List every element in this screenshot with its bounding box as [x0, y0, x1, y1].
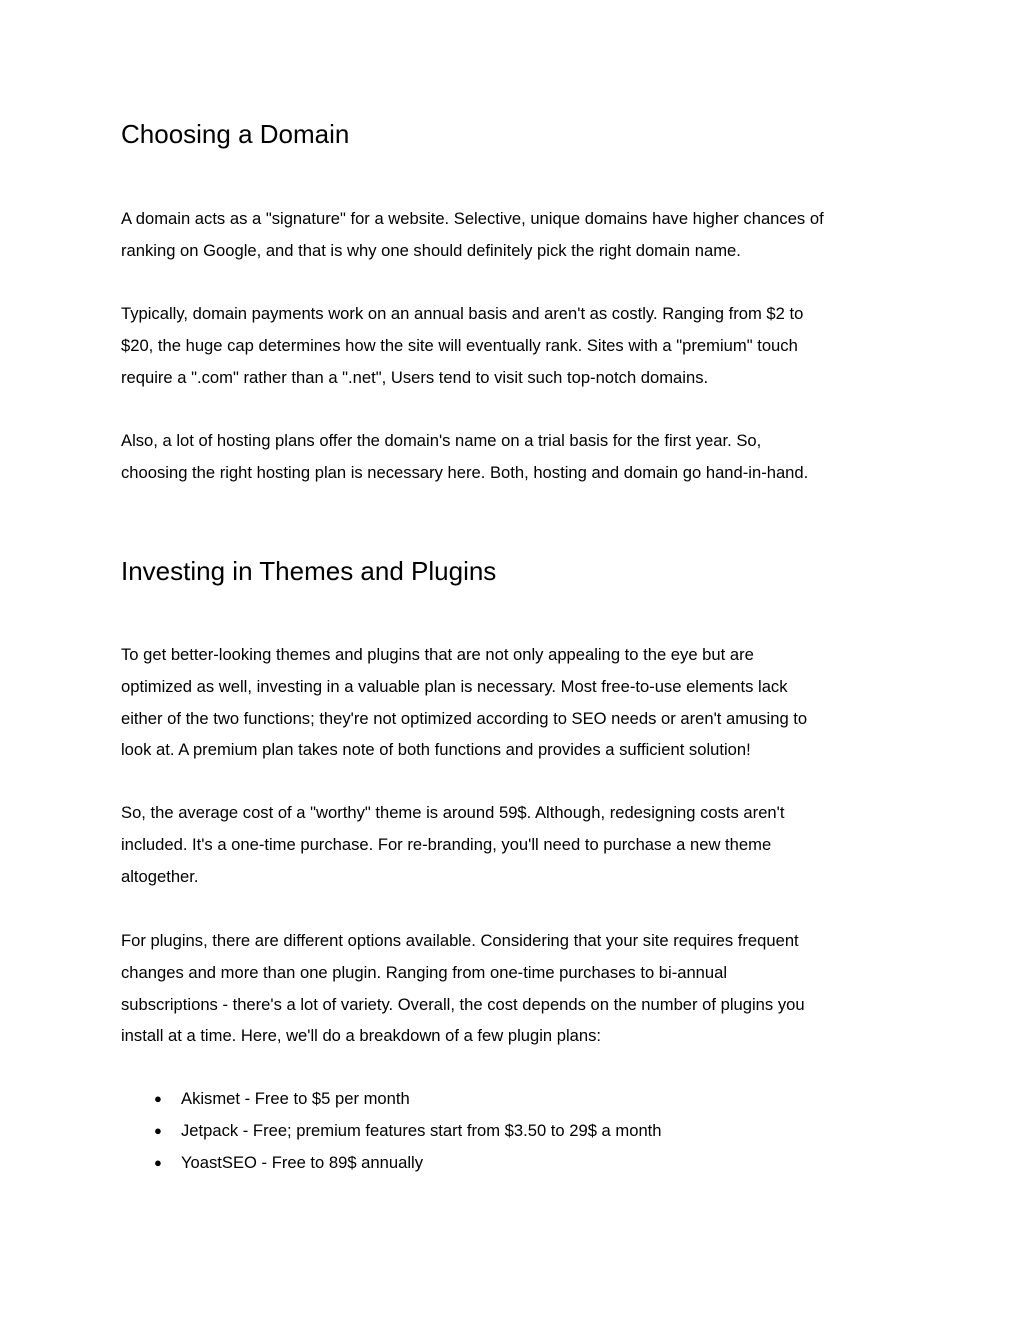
list-item-text: YoastSEO - Free to 89$ annually: [181, 1153, 423, 1172]
paragraph-line: optimized as well, investing in a valuable plan is necessary. Most free-to-use elements lack: [121, 676, 788, 696]
paragraph-line: For plugins, there are different options available. Considering that your site requires frequent: [121, 931, 799, 950]
paragraph-line: To get better-looking themes and plugins that are not only appealing to the eye but are: [121, 645, 754, 664]
paragraph-line: look at. A premium plan takes note of both functions and provides a sufficient solution!: [121, 740, 751, 760]
section-heading-choosing-domain: Choosing a Domain: [121, 119, 350, 149]
paragraph: [121, 203, 921, 267]
paragraph-line: require a ".com" rather than a ".net", Users tend to visit such top-notch domains.: [121, 367, 709, 387]
paragraph: [121, 797, 921, 892]
paragraph: [121, 425, 921, 489]
bullet-icon: ●: [154, 1155, 162, 1170]
paragraph-line: changes and more than one plugin. Ranging from one-time purchases to bi-annual: [121, 962, 728, 982]
paragraph: [121, 639, 921, 766]
paragraph-line: So, the average cost of a "worthy" theme is around 59$. Although, redesigning costs aren't: [121, 803, 785, 822]
list-item-text: Jetpack - Free; premium features start from $3.50 to 29$ a month: [181, 1121, 662, 1140]
list-item-text: Akismet - Free to $5 per month: [181, 1089, 410, 1108]
bullet-icon: ●: [154, 1123, 162, 1138]
paragraph-line: either of the two functions; they're not optimized according to SEO needs or aren't amusing to: [121, 708, 808, 728]
paragraph-line: $20, the huge cap determines how the site will eventually rank. Sites with a "premium" touch: [121, 335, 798, 355]
bullet-icon: ●: [154, 1091, 162, 1106]
section-heading-themes-plugins: Investing in Themes and Plugins: [121, 556, 497, 586]
paragraph-line: altogether.: [121, 866, 199, 886]
paragraph-line: Also, a lot of hosting plans offer the domain's name on a trial basis for the first year. So,: [121, 431, 762, 450]
paragraph: [121, 925, 921, 1052]
paragraph-line: choosing the right hosting plan is necessary here. Both, hosting and domain go hand-in-hand.: [121, 462, 809, 482]
paragraph-line: subscriptions - there's a lot of variety. Overall, the cost depends on the number of plugins you: [121, 994, 805, 1014]
paragraph: [121, 298, 921, 393]
paragraph-line: Typically, domain payments work on an annual basis and aren't as costly. Ranging from $2 to: [121, 304, 804, 323]
paragraph-line: included. It's a one-time purchase. For re-branding, you'll need to purchase a new theme: [121, 834, 772, 854]
paragraph-line: ranking on Google, and that is why one should definitely pick the right domain name.: [121, 240, 741, 260]
paragraph-line: A domain acts as a "signature" for a website. Selective, unique domains have higher chances of: [121, 209, 824, 228]
paragraph-line: install at a time. Here, we'll do a breakdown of a few plugin plans:: [121, 1026, 602, 1046]
